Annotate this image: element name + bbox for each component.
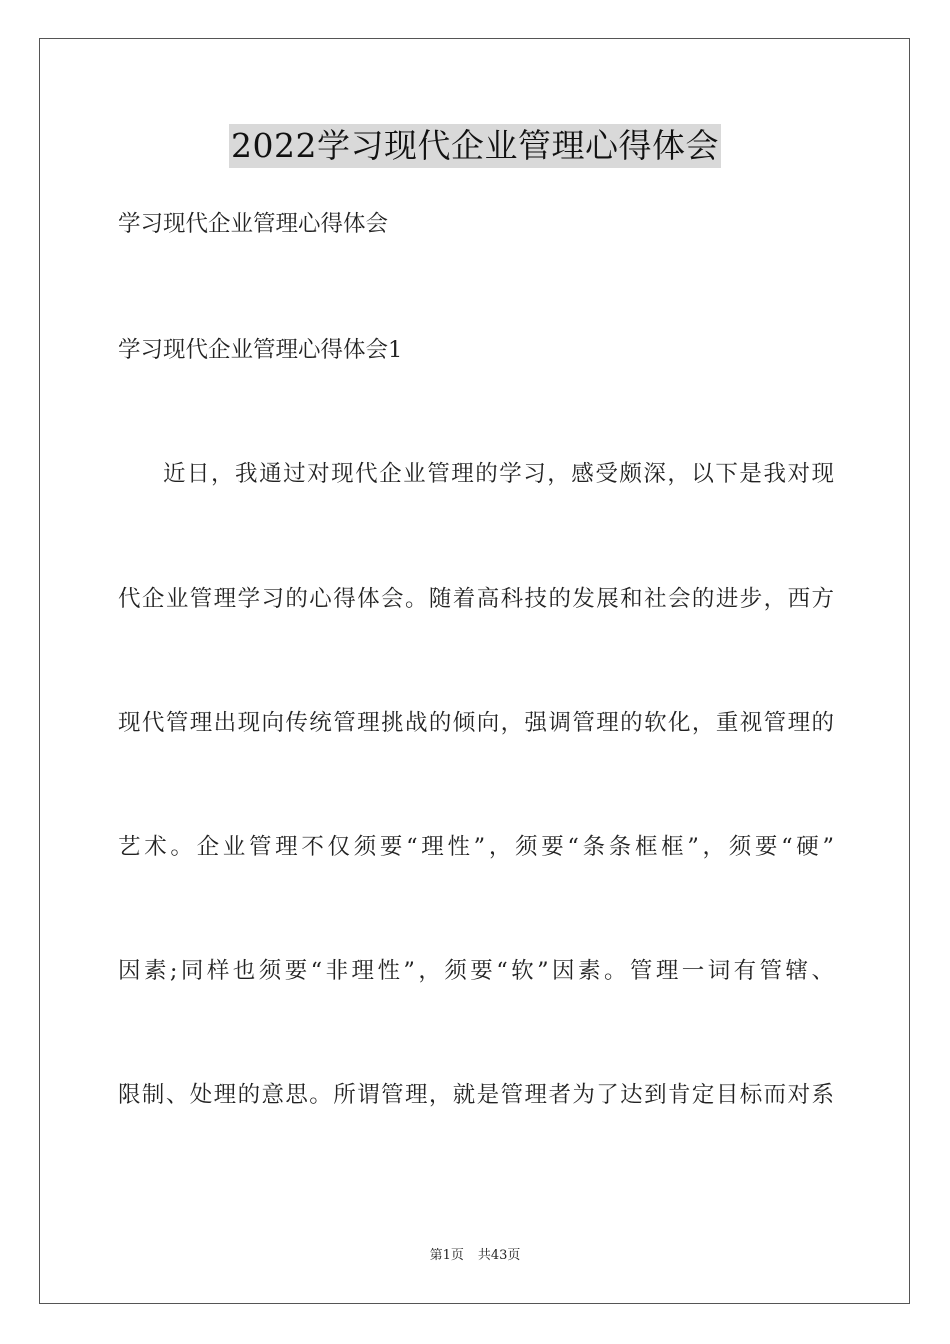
- document-title: [0, 124, 950, 168]
- paragraph-line: 近日，我通过对现代企业管理的学习，感受颇深，以下是我对现: [163, 461, 834, 487]
- document-title-text: 2022学习现代企业管理心得体会: [229, 124, 721, 168]
- paragraph-line: 艺术。企业管理不仅须要“理性”，须要“条条框框”，须要“硬”: [118, 834, 834, 860]
- page-total: 共43页: [477, 1248, 521, 1263]
- paragraph-line: 现代管理出现向传统管理挑战的倾向，强调管理的软化，重视管理的: [118, 710, 834, 736]
- page-number: 第1页: [429, 1248, 464, 1263]
- section-heading: 学习现代企业管理心得体会1: [118, 337, 403, 363]
- paragraph-line: 限制、处理的意思。所谓管理，就是管理者为了达到肯定目标而对系: [118, 1082, 834, 1108]
- page-footer: [0, 1247, 950, 1265]
- document-subtitle: 学习现代企业管理心得体会: [118, 211, 389, 237]
- paragraph-line: 代企业管理学习的心得体会。随着高科技的发展和社会的进步，西方: [118, 586, 834, 612]
- paragraph-line: 因素;同样也须要“非理性”，须要“软”因素。管理一词有管辖、: [118, 958, 834, 984]
